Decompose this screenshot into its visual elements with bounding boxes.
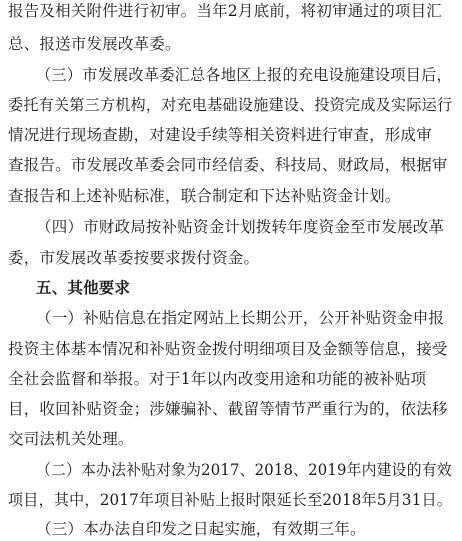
paragraph-line: （三）市发展改革委汇总各地区上报的充电设施建设项目后， bbox=[36, 66, 452, 84]
paragraph-line: 委，市发展改革委按要求拨付资金。 bbox=[8, 249, 260, 267]
section-heading: 五、其他要求 bbox=[36, 279, 131, 297]
paragraph-line: 项目，其中，2017年项目补贴上报时限延长至2018年5月31日。 bbox=[8, 491, 453, 509]
paragraph-line: 交司法机关处理。 bbox=[8, 430, 134, 448]
paragraph-line: （一）补贴信息在指定网站上长期公开，公开补贴资金申报 bbox=[36, 309, 445, 327]
paragraph-line: 报告及相关附件进行初审。当年2月底前，将初审通过的项目汇 bbox=[8, 2, 442, 20]
paragraph-line: （三）本办法自印发之日起实施，有效期三年。 bbox=[36, 520, 366, 538]
paragraph-line: 委托有关第三方机构，对充电基础设施建设、投资完成及实际运行 bbox=[8, 96, 453, 114]
paragraph-line: 总、报送市发展改革委。 bbox=[8, 35, 181, 53]
paragraph-line: 查报告和上述补贴标准，联合制定和下达补贴资金计划。 bbox=[8, 187, 401, 205]
paragraph-line: （二）本办法补贴对象为2017、2018、2019年内建设的有效 bbox=[36, 461, 452, 479]
paragraph-line: 全社会监督和举报。对于1年以内改变用途和功能的被补贴项 bbox=[8, 370, 427, 388]
paragraph-line: （四）市财政局按补贴资金计划拨转年度资金至市发展改革 bbox=[36, 218, 445, 236]
paragraph-line: 目，收回补贴资金；涉嫌骗补、截留等情节严重行为的，依法移 bbox=[8, 400, 448, 418]
paragraph-line: 查报告。市发展改革委会同市经信委、科技局、财政局，根据审 bbox=[8, 156, 448, 174]
paragraph-line: 情况进行现场查勘，对建设手续等相关资料进行审查，形成审 bbox=[8, 126, 432, 144]
paragraph-line: 投资主体基本情况和补贴资金拨付明细项目及金额等信息，接受 bbox=[8, 340, 448, 358]
